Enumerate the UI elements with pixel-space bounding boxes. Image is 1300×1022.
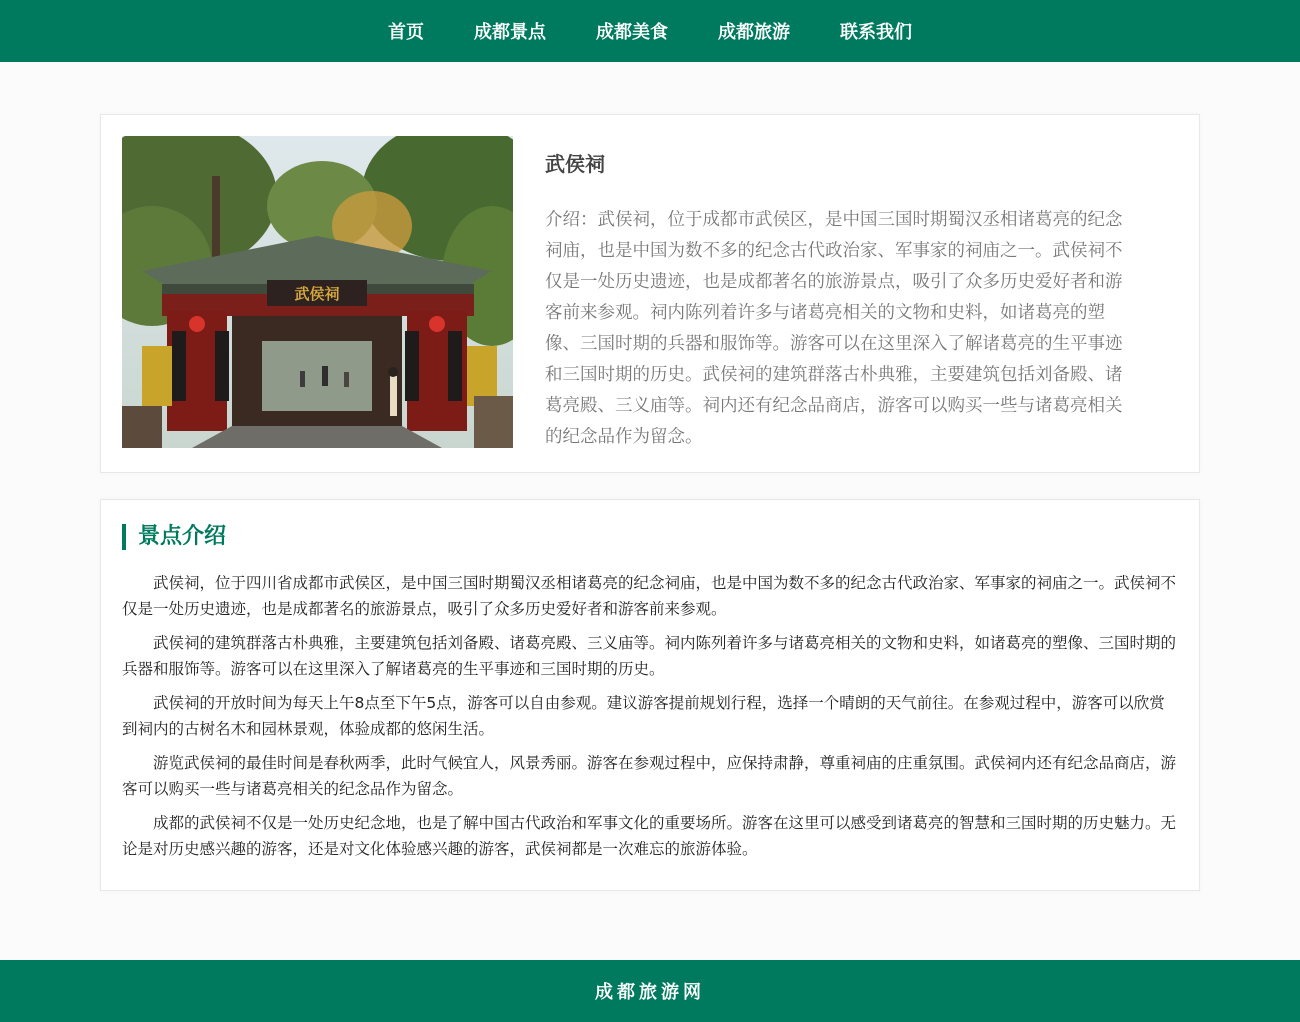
footer-text: 成都旅游网	[595, 982, 705, 1003]
nav-food[interactable]: 成都美食	[596, 22, 668, 43]
intro-paragraph: 武侯祠的建筑群落古朴典雅，主要建筑包括刘备殿、诸葛亮殿、三义庙等。祠内陈列着许多与诸葛亮相关的文物和史料，如诸葛亮的塑像、三国时期的兵器和服饰等。游客可以在这里深入了解诸葛亮的生平事迹和三国时期的历史。	[122, 634, 1177, 678]
intro-section	[100, 499, 1200, 891]
intro-paragraph: 武侯祠的开放时间为每天上午8点至下午5点，游客可以自由参观。建议游客提前规划行程，选择一个晴朗的天气前往。在参观过程中，游客可以欣赏到祠内的古树名木和园林景观，体验成都的悠闲生活。	[122, 694, 1165, 738]
gate-sign-text: 武侯祠	[294, 285, 340, 303]
site-footer	[0, 960, 1300, 1022]
nav-contact[interactable]: 联系我们	[840, 22, 912, 43]
nav-attractions[interactable]: 成都景点	[474, 22, 546, 43]
nav-home[interactable]: 首页	[388, 22, 424, 43]
attraction-photo	[122, 136, 513, 448]
intro-paragraph: 武侯祠，位于四川省成都市武侯区，是中国三国时期蜀汉丞相诸葛亮的纪念祠庙，也是中国为数不多的纪念古代政治家、军事家的祠庙之一。武侯祠不仅是一处历史遗迹，也是成都著名的旅游景点，吸引了众多历史爱好者和游客前来参观。	[122, 574, 1177, 618]
intro-paragraph: 成都的武侯祠不仅是一处历史纪念地，也是了解中国古代政治和军事文化的重要场所。游客在这里可以感受到诸葛亮的智慧和三国时期的历史魅力。无论是对历史感兴趣的游客，还是对文化体验感兴趣的游客，武侯祠都是一次难忘的旅游体验。	[122, 814, 1177, 858]
nav-travel[interactable]: 成都旅游	[718, 22, 790, 43]
top-nav	[0, 0, 1300, 62]
section-title: 景点介绍	[122, 524, 1179, 550]
intro-paragraph: 游览武侯祠的最佳时间是春秋两季，此时气候宜人，风景秀丽。游客在参观过程中，应保持肃静，尊重祠庙的庄重氛围。武侯祠内还有纪念品商店，游客可以购买一些与诸葛亮相关的纪念品作为留念。	[122, 754, 1177, 798]
attraction-title: 武侯祠	[545, 152, 605, 176]
attraction-card	[100, 114, 1200, 473]
attraction-intro: 介绍：武侯祠，位于成都市武侯区，是中国三国时期蜀汉丞相诸葛亮的纪念祠庙，也是中国为数不多的纪念古代政治家、军事家的祠庙之一。武侯祠不仅是一处历史遗迹，也是成都著名的旅游景点，吸引了众多历史爱好者和游客前来参观。祠内陈列着许多与诸葛亮相关的文物和史料，如诸葛亮的塑像、三国时期的兵器和服饰等。游客可以在这里深入了解诸葛亮的生平事迹和三国时期的历史。武侯祠的建筑群落古朴典雅，主要建筑包括刘备殿、诸葛亮殿、三义庙等。祠内还有纪念品商店，游客可以购买一些与诸葛亮相关的纪念品作为留念。	[545, 210, 1123, 447]
temple-gate-image	[122, 136, 513, 448]
